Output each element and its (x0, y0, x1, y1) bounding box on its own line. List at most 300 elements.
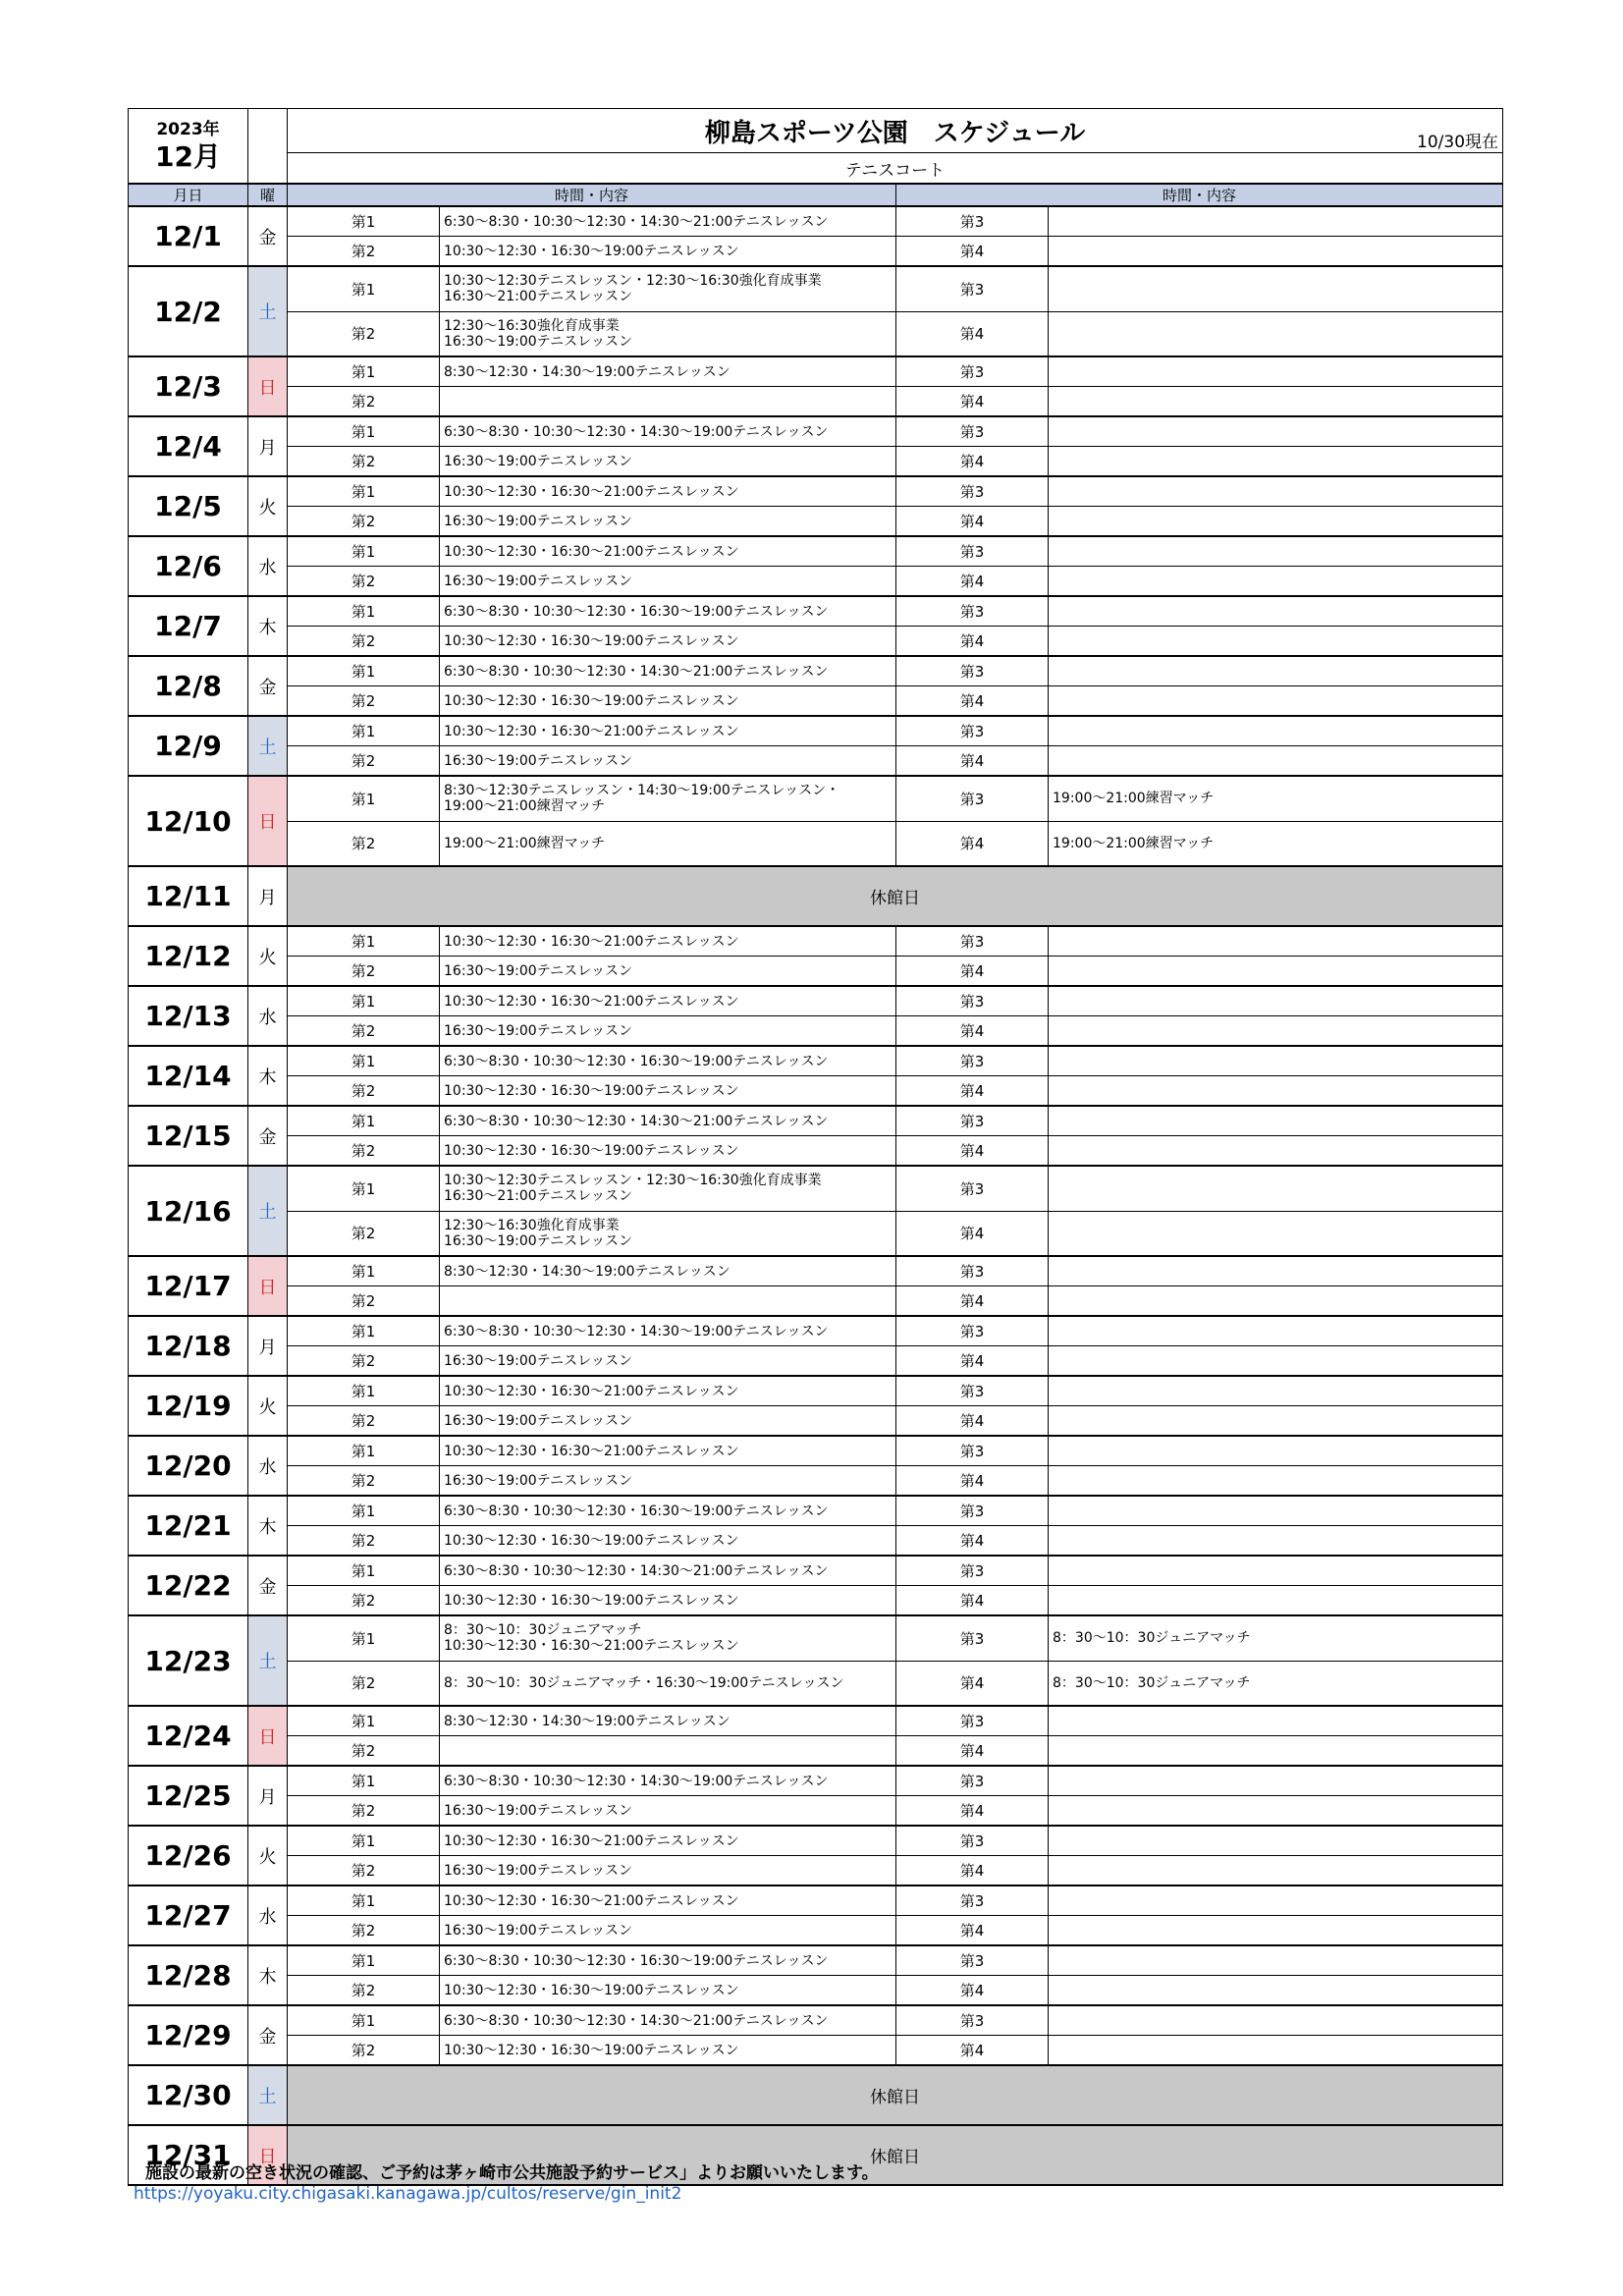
day-date: 12/4 (129, 416, 248, 476)
court-2-label: 第2 (288, 1916, 440, 1946)
court-3-schedule (1049, 1945, 1503, 1976)
court-4-label: 第4 (896, 447, 1049, 477)
court-1-label: 第1 (288, 776, 440, 821)
court-2-schedule: 10:30～12:30・16:30～19:00テニスレッスン (440, 2036, 896, 2066)
court-3-schedule (1049, 476, 1503, 507)
court-1-label: 第1 (288, 1436, 440, 1466)
court-3-schedule (1049, 716, 1503, 746)
court-2-label: 第2 (288, 1586, 440, 1616)
court-2-label: 第2 (288, 1856, 440, 1886)
day-date: 12/12 (129, 926, 248, 986)
day-row-second (129, 1016, 1503, 1047)
court-4-schedule (1049, 1076, 1503, 1107)
court-2-label: 第2 (288, 1016, 440, 1047)
court-3-label: 第3 (896, 416, 1049, 447)
court-4-label: 第4 (896, 1526, 1049, 1557)
court-1-schedule: 10:30～12:30・16:30～21:00テニスレッスン (440, 476, 896, 507)
court-4-label: 第4 (896, 1211, 1049, 1256)
court-4-label: 第4 (896, 1796, 1049, 1827)
day-row (129, 536, 1503, 567)
court-2-schedule: 10:30～12:30・16:30～19:00テニスレッスン (440, 237, 896, 267)
court-1-schedule: 6:30～8:30・10:30～12:30・16:30～19:00テニスレッスン (440, 596, 896, 627)
court-3-schedule (1049, 536, 1503, 567)
day-of-week: 日 (248, 776, 288, 866)
court-3-schedule (1049, 1766, 1503, 1796)
court-4-schedule: 19:00～21:00練習マッチ (1049, 821, 1503, 866)
day-date: 12/7 (129, 596, 248, 656)
court-3-schedule (1049, 1556, 1503, 1586)
court-1-schedule: 8:30～12:30・14:30～19:00テニスレッスン (440, 356, 896, 387)
day-of-week: 金 (248, 2005, 288, 2065)
day-row-second (129, 1076, 1503, 1107)
court-4-schedule (1049, 957, 1503, 987)
court-1-label: 第1 (288, 1496, 440, 1526)
court-3-schedule (1049, 416, 1503, 447)
court-2-schedule: 10:30～12:30・16:30～19:00テニスレッスン (440, 1136, 896, 1167)
court-1-label: 第1 (288, 266, 440, 311)
court-3-schedule (1049, 1046, 1503, 1076)
court-2-schedule: 10:30～12:30・16:30～19:00テニスレッスン (440, 627, 896, 657)
court-3-label: 第3 (896, 1436, 1049, 1466)
page-title: 柳島スポーツ公園 スケジュール (704, 118, 1086, 148)
court-2-schedule: 19:00～21:00練習マッチ (440, 821, 896, 866)
court-3-label: 第3 (896, 1106, 1049, 1136)
day-row (129, 206, 1503, 237)
year-month-cell (129, 109, 248, 185)
court-4-label: 第4 (896, 1856, 1049, 1886)
court-4-schedule: 8：30～10：30ジュニアマッチ (1049, 1661, 1503, 1706)
day-of-week: 月 (248, 1766, 288, 1826)
court-4-schedule (1049, 1466, 1503, 1497)
court-1-schedule: 6:30～8:30・10:30～12:30・14:30～21:00テニスレッスン (440, 206, 896, 237)
day-row-second (129, 1346, 1503, 1377)
court-3-schedule (1049, 986, 1503, 1016)
day-date: 12/5 (129, 476, 248, 536)
court-1-schedule: 6:30～8:30・10:30～12:30・14:30～21:00テニスレッスン (440, 656, 896, 686)
court-3-schedule (1049, 2005, 1503, 2036)
day-row (129, 416, 1503, 447)
day-row (129, 1945, 1503, 1976)
day-date: 12/10 (129, 776, 248, 866)
court-4-schedule (1049, 1211, 1503, 1256)
day-row-second (129, 1286, 1503, 1317)
court-4-label: 第4 (896, 567, 1049, 597)
court-3-label: 第3 (896, 536, 1049, 567)
day-row (129, 476, 1503, 507)
court-4-label: 第4 (896, 957, 1049, 987)
court-1-label: 第1 (288, 1766, 440, 1796)
court-2-schedule (440, 387, 896, 417)
court-1-schedule: 10:30～12:30テニスレッスン・12:30～16:30強化育成事業 16:30～21:00テニスレッスン (440, 266, 896, 311)
court-1-schedule: 8：30～10：30ジュニアマッチ 10:30～12:30・16:30～21:00テニスレッスン (440, 1615, 896, 1661)
day-date: 12/15 (129, 1106, 248, 1166)
court-2-label: 第2 (288, 447, 440, 477)
court-4-label: 第4 (896, 1916, 1049, 1946)
court-1-label: 第1 (288, 1556, 440, 1586)
day-row (129, 926, 1503, 957)
day-row-second (129, 957, 1503, 987)
court-2-label: 第2 (288, 1976, 440, 2006)
court-2-schedule: 10:30～12:30・16:30～19:00テニスレッスン (440, 1076, 896, 1107)
closed-label: 休館日 (288, 2065, 1503, 2125)
court-2-label: 第2 (288, 1526, 440, 1557)
day-row (129, 776, 1503, 821)
day-row (129, 1376, 1503, 1406)
day-date: 12/20 (129, 1436, 248, 1496)
court-4-label: 第4 (896, 1346, 1049, 1377)
court-2-schedule: 16:30～19:00テニスレッスン (440, 1916, 896, 1946)
day-row (129, 1766, 1503, 1796)
header-spacer (248, 109, 288, 185)
court-3-schedule (1049, 1376, 1503, 1406)
court-1-schedule: 6:30～8:30・10:30～12:30・14:30～21:00テニスレッスン (440, 2005, 896, 2036)
day-row (129, 266, 1503, 311)
day-of-week: 月 (248, 866, 288, 926)
day-row (129, 1256, 1503, 1286)
court-2-label: 第2 (288, 507, 440, 537)
court-1-label: 第1 (288, 206, 440, 237)
day-row-second (129, 746, 1503, 777)
court-3-label: 第3 (896, 1826, 1049, 1856)
court-2-label: 第2 (288, 1346, 440, 1377)
court-1-schedule: 10:30～12:30・16:30～21:00テニスレッスン (440, 1376, 896, 1406)
court-1-label: 第1 (288, 1106, 440, 1136)
month-label: 12月 (155, 139, 221, 173)
court-2-label: 第2 (288, 1796, 440, 1827)
court-4-schedule (1049, 1796, 1503, 1827)
court-4-schedule (1049, 567, 1503, 597)
court-2-label: 第2 (288, 686, 440, 717)
day-date: 12/16 (129, 1166, 248, 1256)
court-1-label: 第1 (288, 986, 440, 1016)
day-date: 12/29 (129, 2005, 248, 2065)
day-of-week: 土 (248, 1615, 288, 1706)
court-2-schedule: 12:30～16:30強化育成事業 16:30～19:00テニスレッスン (440, 1211, 896, 1256)
court-4-schedule (1049, 447, 1503, 477)
court-1-label: 第1 (288, 536, 440, 567)
court-4-schedule (1049, 686, 1503, 717)
day-row-second (129, 1211, 1503, 1256)
court-1-schedule: 10:30～12:30・16:30～21:00テニスレッスン (440, 986, 896, 1016)
col-time-right-header: 時間・内容 (896, 184, 1503, 206)
day-row-second (129, 627, 1503, 657)
court-1-schedule: 10:30～12:30・16:30～21:00テニスレッスン (440, 1436, 896, 1466)
day-row-second (129, 1136, 1503, 1167)
reservation-link[interactable]: https://yoyaku.city.chigasaki.kanagawa.jp/cultos/reserve/gin_init2 (134, 2184, 682, 2204)
day-date: 12/8 (129, 656, 248, 716)
day-date: 12/21 (129, 1496, 248, 1556)
schedule-table (128, 108, 1503, 2186)
court-1-label: 第1 (288, 1316, 440, 1346)
day-of-week: 木 (248, 1945, 288, 2005)
col-time-left-header: 時間・内容 (288, 184, 896, 206)
day-row-second (129, 1661, 1503, 1706)
court-2-label: 第2 (288, 1211, 440, 1256)
court-3-label: 第3 (896, 2005, 1049, 2036)
court-2-schedule: 10:30～12:30・16:30～19:00テニスレッスン (440, 1976, 896, 2006)
court-1-label: 第1 (288, 1046, 440, 1076)
court-3-label: 第3 (896, 476, 1049, 507)
court-4-schedule (1049, 1016, 1503, 1047)
day-row-second (129, 1916, 1503, 1946)
day-of-week: 月 (248, 416, 288, 476)
day-date: 12/19 (129, 1376, 248, 1436)
court-2-schedule: 16:30～19:00テニスレッスン (440, 1346, 896, 1377)
day-row-second (129, 1466, 1503, 1497)
court-1-schedule: 10:30～12:30・16:30～21:00テニスレッスン (440, 536, 896, 567)
court-4-label: 第4 (896, 821, 1049, 866)
court-4-schedule (1049, 311, 1503, 356)
day-of-week: 火 (248, 1826, 288, 1886)
court-1-label: 第1 (288, 596, 440, 627)
day-row-second (129, 567, 1503, 597)
court-3-schedule (1049, 1316, 1503, 1346)
court-4-label: 第4 (896, 686, 1049, 717)
court-2-schedule: 16:30～19:00テニスレッスン (440, 746, 896, 777)
day-row-second (129, 1526, 1503, 1557)
court-2-schedule: 16:30～19:00テニスレッスン (440, 567, 896, 597)
court-type: テニスコート (288, 153, 1503, 185)
day-row (129, 1046, 1503, 1076)
court-1-schedule: 10:30～12:30・16:30～21:00テニスレッスン (440, 926, 896, 957)
day-of-week: 火 (248, 476, 288, 536)
court-2-label: 第2 (288, 821, 440, 866)
court-3-label: 第3 (896, 986, 1049, 1016)
court-3-label: 第3 (896, 356, 1049, 387)
court-2-schedule: 10:30～12:30・16:30～19:00テニスレッスン (440, 1526, 896, 1557)
day-of-week: 水 (248, 1886, 288, 1945)
day-of-week: 木 (248, 1496, 288, 1556)
court-1-schedule: 6:30～8:30・10:30～12:30・14:30～21:00テニスレッスン (440, 1556, 896, 1586)
court-3-label: 第3 (896, 1166, 1049, 1211)
day-row-second (129, 2036, 1503, 2066)
court-1-schedule: 6:30～8:30・10:30～12:30・16:30～19:00テニスレッスン (440, 1496, 896, 1526)
court-3-schedule (1049, 266, 1503, 311)
day-row-second (129, 1976, 1503, 2006)
day-of-week: 水 (248, 986, 288, 1046)
court-3-schedule (1049, 206, 1503, 237)
day-of-week: 日 (248, 1256, 288, 1316)
day-row (129, 1706, 1503, 1736)
day-of-week: 月 (248, 1316, 288, 1376)
day-date: 12/26 (129, 1826, 248, 1886)
court-2-schedule: 16:30～19:00テニスレッスン (440, 507, 896, 537)
court-1-label: 第1 (288, 1886, 440, 1916)
court-4-label: 第4 (896, 1286, 1049, 1317)
court-1-label: 第1 (288, 1376, 440, 1406)
court-2-schedule: 10:30～12:30・16:30～19:00テニスレッスン (440, 686, 896, 717)
day-of-week: 土 (248, 1166, 288, 1256)
court-2-label: 第2 (288, 311, 440, 356)
court-2-label: 第2 (288, 957, 440, 987)
court-3-schedule (1049, 1166, 1503, 1211)
court-4-schedule (1049, 1856, 1503, 1886)
day-date: 12/17 (129, 1256, 248, 1316)
court-1-label: 第1 (288, 476, 440, 507)
court-4-schedule (1049, 237, 1503, 267)
day-row-closed (129, 866, 1503, 926)
court-2-schedule: 12:30～16:30強化育成事業 16:30～19:00テニスレッスン (440, 311, 896, 356)
court-1-schedule: 10:30～12:30・16:30～21:00テニスレッスン (440, 1826, 896, 1856)
court-2-label: 第2 (288, 1406, 440, 1437)
day-row (129, 2005, 1503, 2036)
day-of-week: 金 (248, 656, 288, 716)
court-3-label: 第3 (896, 716, 1049, 746)
day-row (129, 596, 1503, 627)
day-row-second (129, 1736, 1503, 1767)
court-4-label: 第4 (896, 1466, 1049, 1497)
court-4-schedule (1049, 627, 1503, 657)
day-row (129, 1106, 1503, 1136)
day-of-week: 金 (248, 1556, 288, 1615)
day-date: 12/31 (129, 2125, 248, 2185)
court-3-label: 第3 (896, 1615, 1049, 1661)
day-row-second (129, 1406, 1503, 1437)
day-row-second (129, 1796, 1503, 1827)
court-4-schedule (1049, 1736, 1503, 1767)
court-1-schedule: 8:30～12:30テニスレッスン・14:30～19:00テニスレッスン・ 19:00～21:00練習マッチ (440, 776, 896, 821)
day-row-closed (129, 2065, 1503, 2125)
court-4-label: 第4 (896, 237, 1049, 267)
court-1-schedule: 10:30～12:30・16:30～21:00テニスレッスン (440, 716, 896, 746)
year-label: 2023年 (156, 119, 220, 139)
court-2-label: 第2 (288, 1736, 440, 1767)
day-of-week: 日 (248, 356, 288, 416)
court-2-label: 第2 (288, 1076, 440, 1107)
court-1-schedule: 6:30～8:30・10:30～12:30・14:30～21:00テニスレッスン (440, 1106, 896, 1136)
court-1-label: 第1 (288, 1166, 440, 1211)
court-4-label: 第4 (896, 507, 1049, 537)
court-3-label: 第3 (896, 1886, 1049, 1916)
court-3-label: 第3 (896, 926, 1049, 957)
court-4-schedule (1049, 1346, 1503, 1377)
court-3-schedule (1049, 1256, 1503, 1286)
day-of-week: 金 (248, 1106, 288, 1166)
court-4-label: 第4 (896, 1016, 1049, 1047)
court-1-label: 第1 (288, 656, 440, 686)
day-date: 12/30 (129, 2065, 248, 2125)
day-date: 12/9 (129, 716, 248, 776)
court-2-label: 第2 (288, 2036, 440, 2066)
court-4-schedule (1049, 1526, 1503, 1557)
court-3-label: 第3 (896, 206, 1049, 237)
court-2-label: 第2 (288, 1136, 440, 1167)
court-4-schedule (1049, 2036, 1503, 2066)
court-1-label: 第1 (288, 1945, 440, 1976)
court-2-schedule: 16:30～19:00テニスレッスン (440, 1406, 896, 1437)
page-title-cell (288, 109, 1503, 153)
day-of-week: 日 (248, 2125, 288, 2185)
court-3-label: 第3 (896, 1556, 1049, 1586)
day-of-week: 土 (248, 2065, 288, 2125)
court-1-label: 第1 (288, 416, 440, 447)
court-3-label: 第3 (896, 1766, 1049, 1796)
court-3-schedule (1049, 356, 1503, 387)
court-4-label: 第4 (896, 311, 1049, 356)
day-date: 12/27 (129, 1886, 248, 1945)
day-row (129, 1615, 1503, 1661)
court-4-label: 第4 (896, 2036, 1049, 2066)
day-of-week: 日 (248, 1706, 288, 1766)
court-4-label: 第4 (896, 1406, 1049, 1437)
day-row (129, 986, 1503, 1016)
court-2-schedule: 10:30～12:30・16:30～19:00テニスレッスン (440, 1586, 896, 1616)
court-1-label: 第1 (288, 2005, 440, 2036)
court-3-schedule (1049, 596, 1503, 627)
court-1-label: 第1 (288, 356, 440, 387)
court-4-label: 第4 (896, 1736, 1049, 1767)
schedule-sheet (128, 108, 1502, 2186)
day-row (129, 1166, 1503, 1211)
day-row (129, 1436, 1503, 1466)
court-3-label: 第3 (896, 1945, 1049, 1976)
court-2-label: 第2 (288, 567, 440, 597)
court-1-label: 第1 (288, 1706, 440, 1736)
court-4-schedule (1049, 1916, 1503, 1946)
day-date: 12/25 (129, 1766, 248, 1826)
day-date: 12/2 (129, 266, 248, 356)
day-row (129, 1886, 1503, 1916)
court-3-label: 第3 (896, 1046, 1049, 1076)
court-2-label: 第2 (288, 1286, 440, 1317)
court-1-schedule: 8:30～12:30・14:30～19:00テニスレッスン (440, 1256, 896, 1286)
court-4-schedule (1049, 1586, 1503, 1616)
court-3-schedule: 19:00～21:00練習マッチ (1049, 776, 1503, 821)
court-4-schedule (1049, 1286, 1503, 1317)
court-3-schedule (1049, 1496, 1503, 1526)
day-row (129, 716, 1503, 746)
court-4-schedule (1049, 1976, 1503, 2006)
court-3-schedule (1049, 1886, 1503, 1916)
day-row (129, 1826, 1503, 1856)
court-1-label: 第1 (288, 926, 440, 957)
court-4-label: 第4 (896, 746, 1049, 777)
day-date: 12/6 (129, 536, 248, 596)
day-row (129, 1556, 1503, 1586)
day-row-second (129, 237, 1503, 267)
court-2-schedule: 8：30～10：30ジュニアマッチ・16:30～19:00テニスレッスン (440, 1661, 896, 1706)
day-row-second (129, 447, 1503, 477)
day-of-week: 金 (248, 206, 288, 266)
day-of-week: 火 (248, 1376, 288, 1436)
court-2-schedule (440, 1736, 896, 1767)
court-2-schedule: 16:30～19:00テニスレッスン (440, 1466, 896, 1497)
day-date: 12/13 (129, 986, 248, 1046)
court-2-schedule: 16:30～19:00テニスレッスン (440, 1856, 896, 1886)
court-4-schedule (1049, 1406, 1503, 1437)
day-date: 12/24 (129, 1706, 248, 1766)
court-1-schedule: 10:30～12:30テニスレッスン・12:30～16:30強化育成事業 16:30～21:00テニスレッスン (440, 1166, 896, 1211)
day-row (129, 356, 1503, 387)
court-2-schedule (440, 1286, 896, 1317)
court-4-schedule (1049, 1136, 1503, 1167)
court-4-schedule (1049, 746, 1503, 777)
court-3-label: 第3 (896, 266, 1049, 311)
court-3-label: 第3 (896, 656, 1049, 686)
court-1-label: 第1 (288, 1615, 440, 1661)
court-4-schedule (1049, 507, 1503, 537)
day-date: 12/18 (129, 1316, 248, 1376)
court-3-schedule (1049, 656, 1503, 686)
court-2-label: 第2 (288, 387, 440, 417)
day-of-week: 土 (248, 266, 288, 356)
column-header-row (129, 184, 1503, 206)
day-row (129, 1316, 1503, 1346)
day-row-second (129, 311, 1503, 356)
as-of-date: 10/30現在 (1417, 133, 1499, 152)
court-3-label: 第3 (896, 1256, 1049, 1286)
day-row-second (129, 1586, 1503, 1616)
